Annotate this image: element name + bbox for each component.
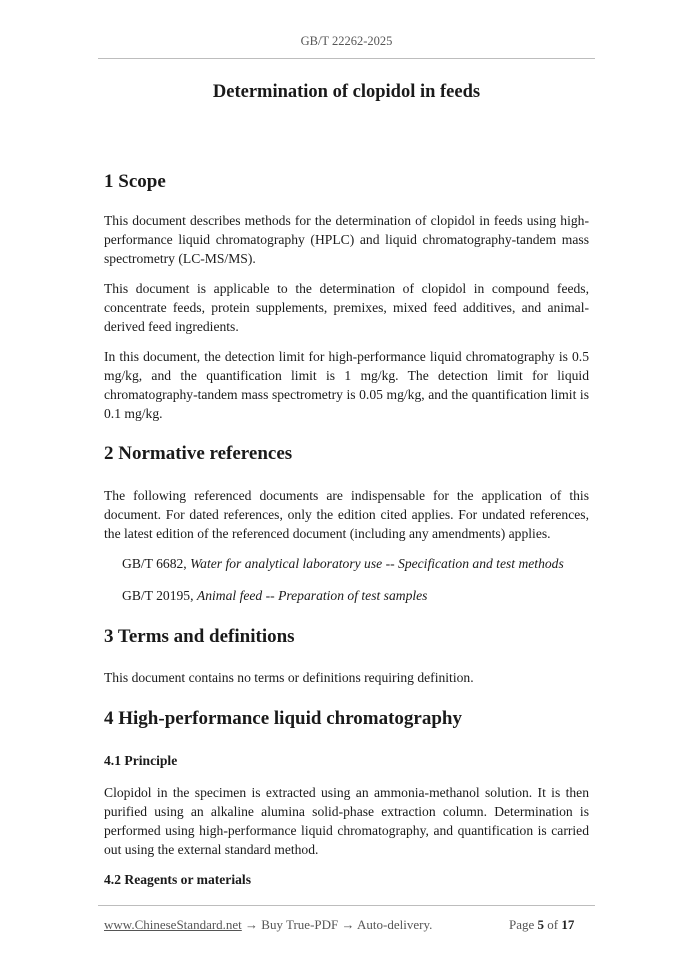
terms-paragraph: This document contains no terms or definitions requiring definition.	[104, 670, 474, 685]
subsection-heading-principle: 4.1 Principle	[104, 753, 178, 768]
footer-links	[104, 917, 432, 933]
reference-item	[122, 586, 592, 605]
scope-paragraph-2: This document is applicable to the determination of clopidol in compound feeds, concentrate feeds, protein supplements, premixes, mixed feed additives, and animal-derived feed ingredients.	[104, 281, 589, 334]
section-heading-normative-references: 2 Normative references	[104, 443, 293, 464]
subsection-heading-reagents: 4.2 Reagents or materials	[104, 872, 251, 887]
arrow-icon: →	[338, 917, 358, 932]
principle-paragraph: Clopidol in the specimen is extracted using an ammonia-methanol solution. It is then purified using an alkaline alumina solid-phase extraction column. Determination is performed using high-performance liquid chromatography, and quantification is carried out using the external standard method.	[104, 785, 589, 857]
footer-divider	[98, 905, 595, 906]
page-current: 5	[537, 917, 545, 932]
reference-title: Water for analytical laboratory use -- Specification and test methods	[190, 556, 564, 571]
page-number	[509, 917, 574, 933]
page-total: 17	[561, 917, 575, 932]
arrow-icon: →	[241, 917, 262, 932]
site-link[interactable]: www.ChineseStandard.net	[104, 917, 242, 932]
reference-code: GB/T 20195,	[122, 588, 197, 603]
header-divider	[98, 58, 595, 59]
reference-code: GB/T 6682,	[122, 556, 191, 571]
auto-delivery-text: Auto-delivery.	[357, 917, 433, 932]
reference-title: Animal feed -- Preparation of test samples	[196, 588, 428, 603]
section-heading-hplc: 4 High-performance liquid chromatography	[104, 708, 463, 729]
page-label: Page	[509, 917, 538, 932]
section-heading-scope: 1 Scope	[104, 171, 166, 192]
document-title: Determination of clopidol in feeds	[212, 82, 481, 102]
normative-paragraph: The following referenced documents are indispensable for the application of this document. For dated references, only the edition cited applies. For undated references, the latest edition of the referenced document (including any amendments) applies.	[104, 488, 589, 541]
page-header-standard-number: GB/T 22262-2025	[300, 34, 393, 48]
scope-paragraph-3: In this document, the detection limit for high-performance liquid chromatography is 0.5 mg/kg, and the quantification limit is 1 mg/kg. The detection limit for liquid chromatography-tandem mass spectrometry is 0.05 mg/kg, and the quantification limit is 0.1 mg/kg.	[104, 349, 589, 421]
page-of: of	[544, 917, 562, 932]
buy-pdf-link[interactable]: Buy True-PDF	[261, 917, 339, 932]
reference-item	[122, 554, 592, 573]
scope-paragraph-1: This document describes methods for the determination of clopidol in feeds using high-performance liquid chromatography (HPLC) and liquid chromatography-tandem mass spectrometry (LC-MS/MS).	[104, 213, 589, 266]
section-heading-terms: 3 Terms and definitions	[104, 626, 295, 647]
